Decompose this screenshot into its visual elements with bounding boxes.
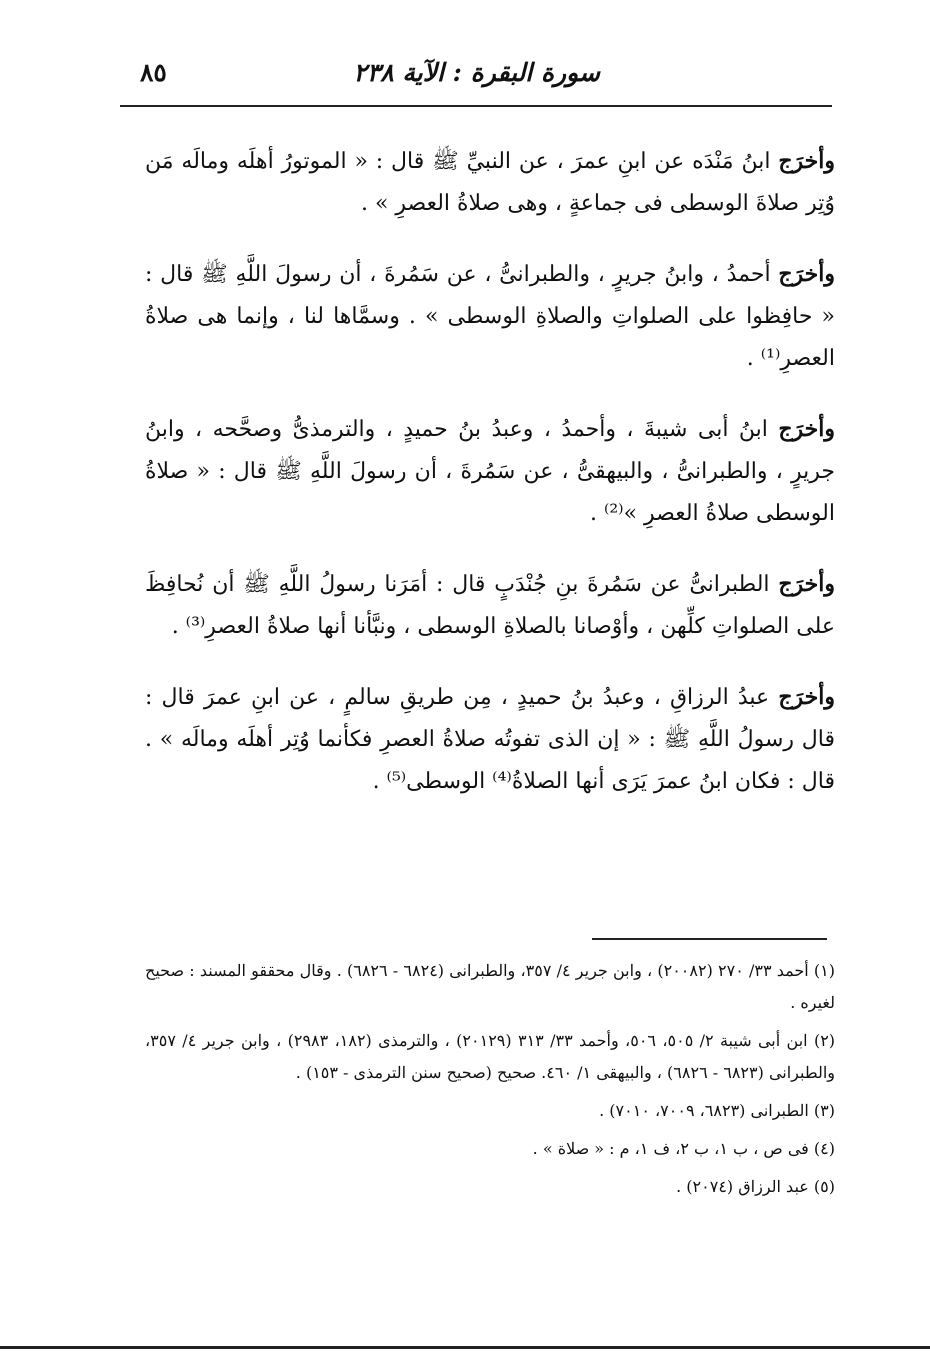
paragraph-lead: وأخرَج [778,416,835,442]
paragraph-lead: وأخرَج [778,684,835,710]
footnote-4: (٤) فى ص ، ب ١، ب ٢، ف ١، م : « صلاة » . [532,1139,835,1158]
page-header [120,52,830,102]
paragraph-text: أحمدُ ، وابنُ جريرٍ ، والطبرانىُّ ، عن سَمُرةَ ، أن رسولَ اللَّهِ ﷺ قال : « حافِظوا على الصلواتِ والصلاةِ الوسطى » . وسمَّاها لنا ، وإنما هى صلاةُ العصرِ⁽¹⁾ . [145,262,835,371]
footnote-2: (٢) ابن أبى شيبة ٢/ ٥٠٥، ٥٠٦، وأحمد ٣٣/ ٣١٣ (٢٠١٢٩) ، والترمذى (١٨٢، ٢٩٨٣) ، وابن جرير ٤/ ٣٥٧، والطبرانى (٦٨٢٣ - ٦٨٢٦) ، والبيهقى ١/ ٤٦٠. صحيح (صحيح سنن الترمذى - ١٥٣) . [145,1031,836,1082]
footnote-5: (٥) عبد الرزاق (٢٠٧٤) . [676,1177,835,1196]
footnote-1: (١) أحمد ٣٣/ ٢٧٠ (٢٠٠٨٢) ، وابن جرير ٤/ ٣٥٧، والطبرانى (٦٨٢٤ - ٦٨٢٦) . وقال محققو المسند : صحيح لغيره . [145,961,836,1012]
paragraph-text: ابنُ أبى شيبةَ ، وأحمدُ ، وعبدُ بنُ حميدٍ ، والترمذىُّ وصحَّحه ، وابنُ جريرٍ ، والطبرانىُّ ، والبيهقىُّ ، عن سَمُرةَ ، أن رسولَ اللَّهِ ﷺ قال : « صلاةُ الوسطى صلاةُ العصرِ »⁽²⁾ . [145,417,835,526]
paragraph-text: الطبرانىُّ عن سَمُرةَ بنِ جُنْدَبٍ قال : أمَرَنا رسولُ اللَّهِ ﷺ أن نُحافِظَ على الصلواتِ كلِّهن ، وأوْصانا بالصلاةِ الوسطى ، ونبَّأنا أنها صلاةُ العصرِ⁽³⁾ . [145,572,835,639]
footnote-divider [592,938,827,940]
paragraph-2 [145,253,835,380]
paragraph-1 [145,140,835,225]
header-divider [120,105,832,107]
paragraph-lead: وأخرَج [778,571,835,597]
footnotes [145,955,835,1209]
paragraph-text: ابنُ مَنْدَه عن ابنِ عمرَ ، عن النبيِّ ﷺ قال : « الموتورُ أهلَه ومالَه مَن وُتِر صلاةَ الوسطى فى جماعةٍ ، وهى صلاةُ العصرِ » . [145,149,835,216]
running-title: سورة البقرة : الآية ٢٣٨ [353,58,600,87]
paragraph-5 [145,676,835,803]
main-text [145,140,835,831]
footnote-3: (٣) الطبرانى (٦٨٢٣، ٧٠٠٩، ٧٠١٠) . [599,1101,835,1120]
paragraph-lead: وأخرَج [778,148,835,174]
paragraph-3 [145,408,835,535]
paragraph-lead: وأخرَج [778,261,835,287]
page-number: ٨٥ [140,58,167,87]
paragraph-4 [145,563,835,648]
paragraph-text: عبدُ الرزاقِ ، وعبدُ بنُ حميدٍ ، مِن طريقِ سالمٍ ، عن ابنِ عمرَ قال : قال رسولُ اللَّهِ ﷺ : « إن الذى تفوتُه صلاةُ العصرِ فكأنما وُتِر أهلَه ومالَه » . قال : فكان ابنُ عمرَ يَرَى أنها الصلاةُ⁽⁴⁾ الوسطى⁽⁵⁾ . [145,685,835,794]
page-bottom-edge [0,1346,930,1349]
